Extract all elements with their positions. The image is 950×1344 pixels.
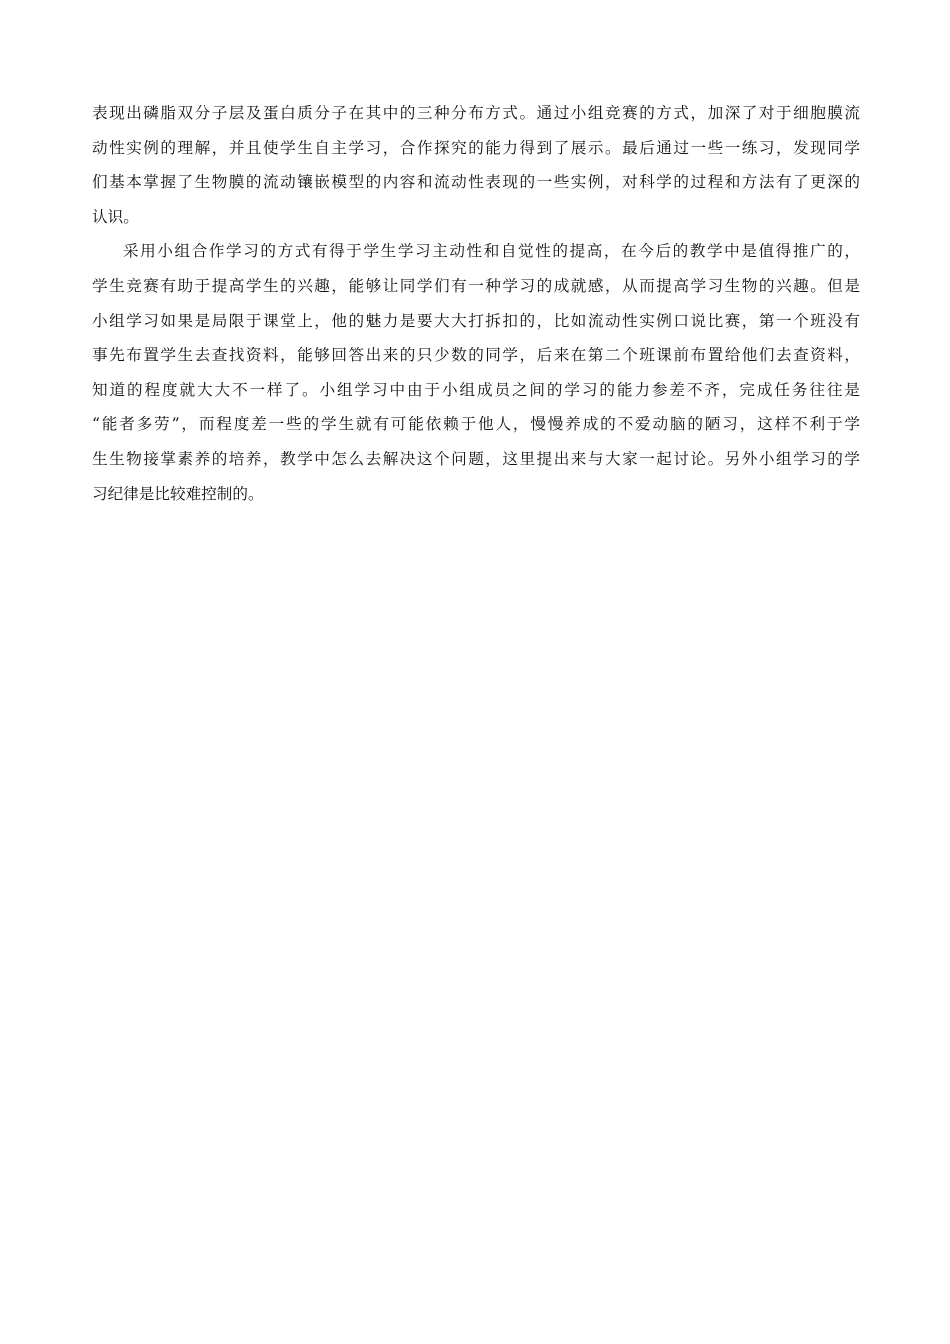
text-line: 们基本掌握了生物膜的流动镶嵌模型的内容和流动性表现的一些实例，对科学的过程和方法有了更深的 <box>92 173 860 192</box>
text-line: 采用小组合作学习的方式有得于学生学习主动性和自觉性的提高，在今后的教学中是值得推广的， <box>123 242 860 261</box>
text-line: 认识。 <box>92 207 139 226</box>
text-line: 动性实例的理解，并且使学生自主学习，合作探究的能力得到了展示。最后通过一些一练习，发现同学 <box>92 138 860 157</box>
text-line: 学生竞赛有助于提高学生的兴趣，能够让同学们有一种学习的成就感，从而提高学习生物的兴趣。但是 <box>92 276 860 295</box>
paragraph-2-body <box>92 269 860 511</box>
text-line: 知道的程度就大大不一样了。小组学习中由于小组成员之间的学习的能力参差不齐，完成任务往往是 <box>92 380 860 399</box>
document-page <box>92 96 860 511</box>
text-line: 表现出磷脂双分子层及蛋白质分子在其中的三种分布方式。通过小组竞赛的方式，加深了对于细胞膜流 <box>92 104 860 122</box>
paragraph-1 <box>92 96 860 234</box>
text-line: “能者多劳”，而程度差一些的学生就有可能依赖于他人，慢慢养成的不爱动脑的陋习，这样不利于学 <box>92 415 860 434</box>
text-line: 事先布置学生去查找资料，能够回答出来的只少数的同学，后来在第二个班课前布置给他们去查资料， <box>92 346 860 365</box>
paragraph-2 <box>92 234 860 269</box>
text-line: 小组学习如果是局限于课堂上，他的魅力是要大大打拆扣的，比如流动性实例口说比赛，第一个班没有 <box>92 311 860 330</box>
text-line: 生生物接掌素养的培养，教学中怎么去解决这个问题，这里提出来与大家一起讨论。另外小组学习的学 <box>92 449 860 468</box>
text-line: 习纪律是比较难控制的。 <box>92 484 264 503</box>
